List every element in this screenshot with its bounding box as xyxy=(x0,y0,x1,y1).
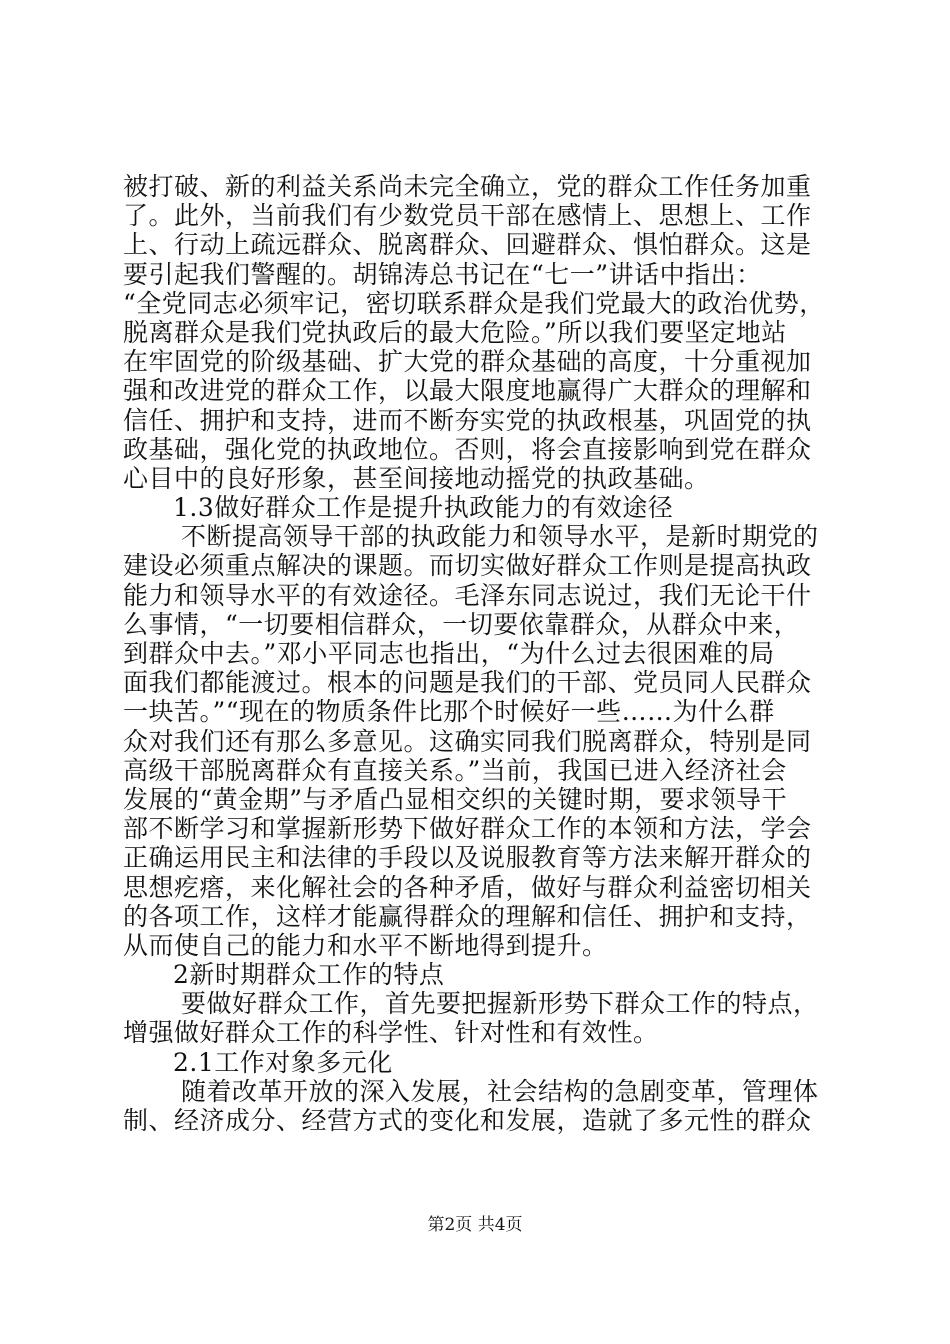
text-line: 从而使自己的能力和水平不断地得到提升。 xyxy=(123,930,608,960)
text-line: 的各项工作，这样才能赢得群众的理解和信任、拥护和支持， xyxy=(123,901,812,931)
text-line: 不断提高领导干部的执政能力和领导水平，是新时期党的 xyxy=(181,522,819,552)
text-line: 部不断学习和掌握新形势下做好群众工作的本领和方法，学会 xyxy=(123,814,812,844)
text-line: 众对我们还有那么多意见。这确实同我们脱离群众，特别是同 xyxy=(123,726,812,756)
text-line: 么事情，“一切要相信群众，一切要依靠群众，从群众中来， xyxy=(123,609,800,639)
text-line: 脱离群众是我们党执政后的最大危险。”所以我们要坚定地站 xyxy=(123,317,787,347)
text-line: 制、经济成分、经营方式的变化和发展，造就了多元性的群众 xyxy=(123,1106,812,1135)
text-line: 能力和领导水平的有效途径。毛泽东同志说过，我们无论干什 xyxy=(123,580,812,610)
text-line: 信任、拥护和支持，进而不断夯实党的执政根基，巩固党的执 xyxy=(123,405,812,435)
text-line: 到群众中去。”邓小平同志也指出，“为什么过去很困难的局 xyxy=(123,639,775,668)
text-line: 被打破、新的利益关系尚未完全确立，党的群众工作任务加重 xyxy=(123,172,812,201)
text-line: 随着改革开放的深入发展，社会结构的急剧变革，管理体 xyxy=(181,1076,819,1106)
text-line: 政基础，强化党的执政地位。否则，将会直接影响到党在群众 xyxy=(123,434,812,464)
text-line: 建设必须重点解决的课题。而切实做好群众工作则是提高执政 xyxy=(123,551,812,581)
text-line: 心目中的良好形象，甚至间接地动摇党的执政基础。 xyxy=(123,463,710,493)
text-line: 面我们都能渡过。根本的问题是我们的干部、党员同人民群众 xyxy=(123,668,812,698)
text-line: 正确运用民主和法律的手段以及说服教育等方法来解开群众的 xyxy=(123,843,812,873)
text-line: 要做好群众工作，首先要把握新形势下群众工作的特点， xyxy=(181,989,819,1019)
text-line: 了。此外，当前我们有少数党员干部在感情上、思想上、工作 xyxy=(123,201,812,231)
page-footer: 第2页 共4页 xyxy=(427,1215,523,1235)
text-line: 在牢固党的阶级基础、扩大党的群众基础的高度，十分重视加 xyxy=(123,347,812,377)
text-line: 一块苦。”“现在的物质条件比那个时候好一些……为什么群 xyxy=(123,697,775,727)
text-line: 思想疙瘩，来化解社会的各种矛盾，做好与群众利益密切相关 xyxy=(123,872,812,902)
section-heading: 1.3做好群众工作是提升执政能力的有效途径 xyxy=(173,493,674,523)
text-line: 发展的“黄金期”与矛盾凸显相交织的关键时期，要求领导干 xyxy=(123,784,788,814)
section-heading: 2新时期群众工作的特点 xyxy=(173,960,445,990)
text-line: 高级干部脱离群众有直接关系。”当前，我国已进入经济社会 xyxy=(123,755,787,785)
text-line: “全党同志必须牢记，密切联系群众是我们党最大的政治优势， xyxy=(123,288,825,318)
text-line: 增强做好群众工作的科学性、针对性和有效性。 xyxy=(123,1018,659,1048)
text-line: 强和改进党的群众工作，以最大限度地赢得广大群众的理解和 xyxy=(123,376,812,406)
text-line: 上、行动上疏远群众、脱离群众、回避群众、惧怕群众。这是 xyxy=(123,230,812,260)
text-line: 要引起我们警醒的。胡锦涛总书记在“七一”讲话中指出： xyxy=(123,259,762,289)
subsection-heading: 2.1工作对象多元化 xyxy=(173,1047,393,1077)
document-body xyxy=(123,172,843,1135)
